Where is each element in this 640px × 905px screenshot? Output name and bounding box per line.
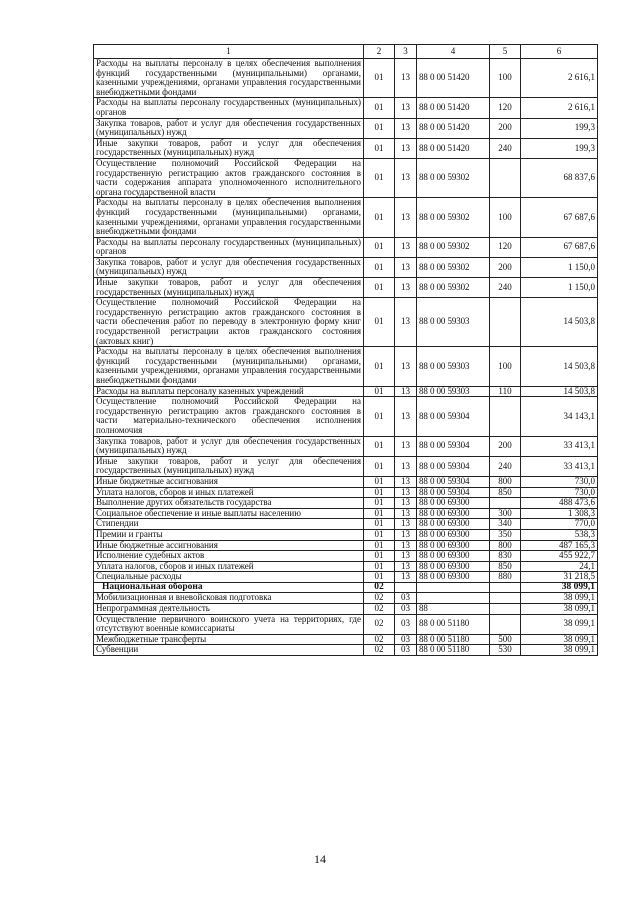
cell-expense-type xyxy=(490,582,521,593)
cell-subsection: 03 xyxy=(395,634,417,645)
cell-target-article: 88 0 00 51420 xyxy=(417,59,490,98)
cell-subsection: 13 xyxy=(395,298,417,347)
cell-name: Расходы на выплаты персоналу в целях обеспечения выполнения функций государственными (муниципальными) органами, казенными учреждениями, органами управления государственными внебюджетными фондами xyxy=(94,59,364,98)
cell-amount: 33 413,1 xyxy=(521,436,598,456)
table-row xyxy=(94,237,598,257)
header-cell-subsection: 3 xyxy=(395,45,417,59)
cell-subsection: 13 xyxy=(395,347,417,386)
cell-name: Иные закупки товаров, работ и услуг для обеспечения государственных (муниципальных) нужд xyxy=(94,278,364,298)
table-row xyxy=(94,476,598,487)
cell-target-article: 88 0 00 59304 xyxy=(417,397,490,436)
cell-expense-type: 850 xyxy=(490,561,521,572)
cell-subsection: 13 xyxy=(395,237,417,257)
cell-expense-type: 500 xyxy=(490,634,521,645)
cell-amount: 67 687,6 xyxy=(521,237,598,257)
cell-amount: 14 503,8 xyxy=(521,347,598,386)
cell-expense-type: 530 xyxy=(490,645,521,656)
cell-subsection: 13 xyxy=(395,138,417,158)
table-row xyxy=(94,572,598,583)
cell-target-article: 88 0 00 59304 xyxy=(417,476,490,487)
header-cell-amount: 6 xyxy=(521,45,598,59)
cell-subsection: 13 xyxy=(395,508,417,519)
cell-name: Расходы на выплаты персоналу государственных (муниципальных) органов xyxy=(94,237,364,257)
cell-section: 01 xyxy=(364,498,395,509)
cell-name: Непрограммная деятельность xyxy=(94,604,364,615)
cell-amount: 770,0 xyxy=(521,519,598,530)
cell-section: 01 xyxy=(364,476,395,487)
cell-expense-type: 110 xyxy=(490,386,521,397)
cell-expense-type: 200 xyxy=(490,257,521,277)
cell-amount: 1 308,3 xyxy=(521,508,598,519)
table-row xyxy=(94,551,598,562)
cell-subsection: 13 xyxy=(395,572,417,583)
cell-amount: 1 150,0 xyxy=(521,278,598,298)
cell-target-article: 88 0 00 51420 xyxy=(417,138,490,158)
cell-amount: 33 413,1 xyxy=(521,456,598,476)
cell-section: 02 xyxy=(364,614,395,634)
cell-name: Уплата налогов, сборов и иных платежей xyxy=(94,561,364,572)
cell-expense-type: 800 xyxy=(490,476,521,487)
cell-section: 01 xyxy=(364,118,395,138)
cell-target-article: 88 0 00 51420 xyxy=(417,98,490,118)
cell-target-article: 88 0 00 51180 xyxy=(417,614,490,634)
table-row xyxy=(94,138,598,158)
table-row xyxy=(94,634,598,645)
cell-subsection: 13 xyxy=(395,487,417,498)
cell-amount: 730,0 xyxy=(521,476,598,487)
cell-target-article: 88 0 00 59302 xyxy=(417,257,490,277)
cell-amount: 1 150,0 xyxy=(521,257,598,277)
cell-section: 01 xyxy=(364,386,395,397)
cell-amount: 68 837,6 xyxy=(521,158,598,197)
cell-target-article: 88 0 00 69300 xyxy=(417,572,490,583)
table-row xyxy=(94,540,598,551)
cell-subsection: 13 xyxy=(395,158,417,197)
cell-subsection: 13 xyxy=(395,386,417,397)
cell-expense-type xyxy=(490,158,521,197)
cell-name: Закупка товаров, работ и услуг для обеспечения государственных (муниципальных) нужд xyxy=(94,118,364,138)
cell-subsection: 13 xyxy=(395,529,417,540)
cell-target-article: 88 0 00 59303 xyxy=(417,347,490,386)
cell-section: 01 xyxy=(364,397,395,436)
cell-section: 01 xyxy=(364,561,395,572)
cell-name: Закупка товаров, работ и услуг для обеспечения государственных (муниципальных) нужд xyxy=(94,257,364,277)
cell-amount: 67 687,6 xyxy=(521,198,598,237)
cell-subsection: 13 xyxy=(395,397,417,436)
cell-section: 01 xyxy=(364,158,395,197)
cell-name: Иные бюджетные ассигнования xyxy=(94,540,364,551)
cell-subsection xyxy=(395,582,417,593)
cell-target-article: 88 0 00 51180 xyxy=(417,645,490,656)
cell-section: 01 xyxy=(364,278,395,298)
cell-expense-type: 340 xyxy=(490,519,521,530)
table-row xyxy=(94,519,598,530)
cell-expense-type xyxy=(490,298,521,347)
cell-section: 01 xyxy=(364,508,395,519)
table-row xyxy=(94,98,598,118)
cell-section: 01 xyxy=(364,257,395,277)
cell-expense-type: 100 xyxy=(490,198,521,237)
table-row xyxy=(94,436,598,456)
cell-expense-type: 800 xyxy=(490,540,521,551)
table-row xyxy=(94,456,598,476)
table-body xyxy=(94,59,598,656)
cell-subsection: 13 xyxy=(395,278,417,298)
cell-amount: 24,1 xyxy=(521,561,598,572)
cell-expense-type: 300 xyxy=(490,508,521,519)
cell-target-article: 88 0 00 69300 xyxy=(417,508,490,519)
header-cell-section: 2 xyxy=(364,45,395,59)
cell-subsection: 13 xyxy=(395,519,417,530)
cell-section: 01 xyxy=(364,519,395,530)
cell-name: Стипендии xyxy=(94,519,364,530)
cell-name: Расходы на выплаты персоналу в целях обеспечения выполнения функций государственными (муниципальными) органами, казенными учреждениями, органами управления государственными внебюджетными фондами xyxy=(94,347,364,386)
cell-subsection: 13 xyxy=(395,540,417,551)
table-row xyxy=(94,645,598,656)
cell-amount: 488 473,6 xyxy=(521,498,598,509)
cell-target-article: 88 0 00 59302 xyxy=(417,158,490,197)
table-row xyxy=(94,487,598,498)
cell-section: 02 xyxy=(364,593,395,604)
cell-amount: 38 099,1 xyxy=(521,614,598,634)
cell-target-article: 88 0 00 51420 xyxy=(417,118,490,138)
cell-subsection: 13 xyxy=(395,498,417,509)
cell-name: Расходы на выплаты персоналу государственных (муниципальных) органов xyxy=(94,98,364,118)
cell-target-article: 88 0 00 59302 xyxy=(417,198,490,237)
cell-target-article: 88 0 00 59302 xyxy=(417,237,490,257)
cell-expense-type: 100 xyxy=(490,59,521,98)
cell-amount: 31 218,5 xyxy=(521,572,598,583)
cell-expense-type xyxy=(490,614,521,634)
cell-section: 01 xyxy=(364,572,395,583)
cell-expense-type: 120 xyxy=(490,237,521,257)
cell-target-article: 88 xyxy=(417,604,490,615)
cell-section: 01 xyxy=(364,540,395,551)
cell-name: Специальные расходы xyxy=(94,572,364,583)
table-row xyxy=(94,386,598,397)
cell-name: Расходы на выплаты персоналу в целях обеспечения выполнения функций государственными (муниципальными) органами, казенными учреждениями, органами управления государственными внебюджетными фондами xyxy=(94,198,364,237)
cell-amount: 38 099,1 xyxy=(521,593,598,604)
table-row xyxy=(94,158,598,197)
cell-name: Осуществление полномочий Российской Федерации на государственную регистрацию актов гражданского состояния в части содержания аппарата уполномоченного исполнительного органа государственной власти xyxy=(94,158,364,197)
cell-target-article: 88 0 00 69300 xyxy=(417,561,490,572)
cell-name: Исполнение судебных актов xyxy=(94,551,364,562)
cell-target-article: 88 0 00 69300 xyxy=(417,529,490,540)
cell-name: Уплата налогов, сборов и иных платежей xyxy=(94,487,364,498)
cell-subsection: 13 xyxy=(395,551,417,562)
cell-section: 01 xyxy=(364,298,395,347)
cell-subsection: 13 xyxy=(395,476,417,487)
cell-subsection: 13 xyxy=(395,257,417,277)
cell-name: Социальное обеспечение и иные выплаты населению xyxy=(94,508,364,519)
cell-name: Осуществление полномочий Российской Федерации на государственную регистрацию актов гражданского состояния в части материально-технического обеспечения исполнения полномочия xyxy=(94,397,364,436)
table-row xyxy=(94,298,598,347)
cell-subsection: 13 xyxy=(395,561,417,572)
table-row-section-total xyxy=(94,582,598,593)
cell-amount: 38 099,1 xyxy=(521,582,598,593)
cell-section: 02 xyxy=(364,582,395,593)
table-row xyxy=(94,508,598,519)
cell-target-article: 88 0 00 69300 xyxy=(417,540,490,551)
cell-name: Иные закупки товаров, работ и услуг для обеспечения государственных (муниципальных) нужд xyxy=(94,138,364,158)
cell-amount: 38 099,1 xyxy=(521,634,598,645)
cell-section: 02 xyxy=(364,634,395,645)
table-row xyxy=(94,614,598,634)
table-row xyxy=(94,59,598,98)
cell-amount: 455 922,7 xyxy=(521,551,598,562)
cell-expense-type: 240 xyxy=(490,278,521,298)
cell-subsection: 13 xyxy=(395,198,417,237)
cell-expense-type: 240 xyxy=(490,456,521,476)
cell-section: 01 xyxy=(364,529,395,540)
cell-subsection: 13 xyxy=(395,456,417,476)
cell-amount: 38 099,1 xyxy=(521,645,598,656)
cell-name: Премии и гранты xyxy=(94,529,364,540)
table-row xyxy=(94,604,598,615)
cell-name: Иные закупки товаров, работ и услуг для обеспечения государственных (муниципальных) нужд xyxy=(94,456,364,476)
cell-subsection: 13 xyxy=(395,98,417,118)
cell-expense-type: 830 xyxy=(490,551,521,562)
document-page xyxy=(93,44,597,656)
header-cell-name: 1 xyxy=(94,45,364,59)
cell-amount: 730,0 xyxy=(521,487,598,498)
cell-amount: 2 616,1 xyxy=(521,98,598,118)
header-cell-target-article: 4 xyxy=(417,45,490,59)
cell-subsection: 03 xyxy=(395,614,417,634)
cell-section: 01 xyxy=(364,198,395,237)
cell-expense-type: 120 xyxy=(490,98,521,118)
cell-subsection: 03 xyxy=(395,604,417,615)
cell-name: Мобилизационная и вневойсковая подготовка xyxy=(94,593,364,604)
cell-expense-type: 880 xyxy=(490,572,521,583)
cell-name: Субвенции xyxy=(94,645,364,656)
cell-section: 01 xyxy=(364,436,395,456)
header-row xyxy=(94,45,598,59)
cell-section: 01 xyxy=(364,98,395,118)
cell-target-article: 88 0 00 59303 xyxy=(417,386,490,397)
cell-subsection: 03 xyxy=(395,645,417,656)
cell-name: Закупка товаров, работ и услуг для обеспечения государственных (муниципальных) нужд xyxy=(94,436,364,456)
cell-amount: 34 143,1 xyxy=(521,397,598,436)
cell-amount: 199,3 xyxy=(521,138,598,158)
budget-table xyxy=(93,44,598,656)
cell-name: Расходы на выплаты персоналу казенных учреждений xyxy=(94,386,364,397)
table-row xyxy=(94,498,598,509)
cell-target-article: 88 0 00 69300 xyxy=(417,519,490,530)
cell-section: 01 xyxy=(364,59,395,98)
cell-name: Осуществление первичного воинского учета на территориях, где отсутствуют военные комиссариаты xyxy=(94,614,364,634)
cell-amount: 14 503,8 xyxy=(521,298,598,347)
cell-target-article: 88 0 00 69300 xyxy=(417,551,490,562)
cell-amount: 538,3 xyxy=(521,529,598,540)
cell-subsection: 13 xyxy=(395,436,417,456)
cell-name: Иные бюджетные ассигнования xyxy=(94,476,364,487)
table-row xyxy=(94,198,598,237)
cell-subsection: 13 xyxy=(395,59,417,98)
cell-name: Выполнение других обязательств государства xyxy=(94,498,364,509)
cell-expense-type xyxy=(490,593,521,604)
table-row xyxy=(94,397,598,436)
cell-section: 02 xyxy=(364,645,395,656)
cell-expense-type: 240 xyxy=(490,138,521,158)
cell-target-article: 88 0 00 69300 xyxy=(417,498,490,509)
cell-expense-type xyxy=(490,604,521,615)
cell-name: Осуществление полномочий Российской Федерации на государственную регистрацию актов гражданского состояния в части обеспечения работ по переводу в электронную форму книг государственной регистрации актов гражданского состояния (актовых книг) xyxy=(94,298,364,347)
cell-name: Национальная оборона xyxy=(94,582,364,593)
cell-expense-type: 200 xyxy=(490,436,521,456)
cell-section: 01 xyxy=(364,138,395,158)
header-cell-expense-type: 5 xyxy=(490,45,521,59)
cell-section: 01 xyxy=(364,487,395,498)
cell-expense-type: 850 xyxy=(490,487,521,498)
cell-target-article: 88 0 00 51180 xyxy=(417,634,490,645)
cell-section: 01 xyxy=(364,551,395,562)
cell-target-article xyxy=(417,593,490,604)
table-row xyxy=(94,257,598,277)
table-row xyxy=(94,118,598,138)
cell-target-article: 88 0 00 59304 xyxy=(417,456,490,476)
cell-expense-type xyxy=(490,498,521,509)
cell-amount: 199,3 xyxy=(521,118,598,138)
cell-amount: 38 099,1 xyxy=(521,604,598,615)
table-row xyxy=(94,561,598,572)
cell-subsection: 03 xyxy=(395,593,417,604)
cell-expense-type: 100 xyxy=(490,347,521,386)
page-number: 14 xyxy=(314,852,326,866)
table-row xyxy=(94,278,598,298)
cell-subsection: 13 xyxy=(395,118,417,138)
cell-section: 01 xyxy=(364,347,395,386)
cell-expense-type: 200 xyxy=(490,118,521,138)
cell-target-article: 88 0 00 59302 xyxy=(417,278,490,298)
cell-amount: 14 503,8 xyxy=(521,386,598,397)
cell-target-article: 88 0 00 59303 xyxy=(417,298,490,347)
table-row xyxy=(94,529,598,540)
cell-section: 01 xyxy=(364,456,395,476)
cell-amount: 487 165,3 xyxy=(521,540,598,551)
cell-expense-type xyxy=(490,397,521,436)
table-row xyxy=(94,347,598,386)
cell-target-article xyxy=(417,582,490,593)
cell-target-article: 88 0 00 59304 xyxy=(417,487,490,498)
cell-section: 02 xyxy=(364,604,395,615)
cell-amount: 2 616,1 xyxy=(521,59,598,98)
cell-name: Межбюджетные трансферты xyxy=(94,634,364,645)
cell-target-article: 88 0 00 59304 xyxy=(417,436,490,456)
table-row xyxy=(94,593,598,604)
cell-expense-type: 350 xyxy=(490,529,521,540)
cell-section: 01 xyxy=(364,237,395,257)
